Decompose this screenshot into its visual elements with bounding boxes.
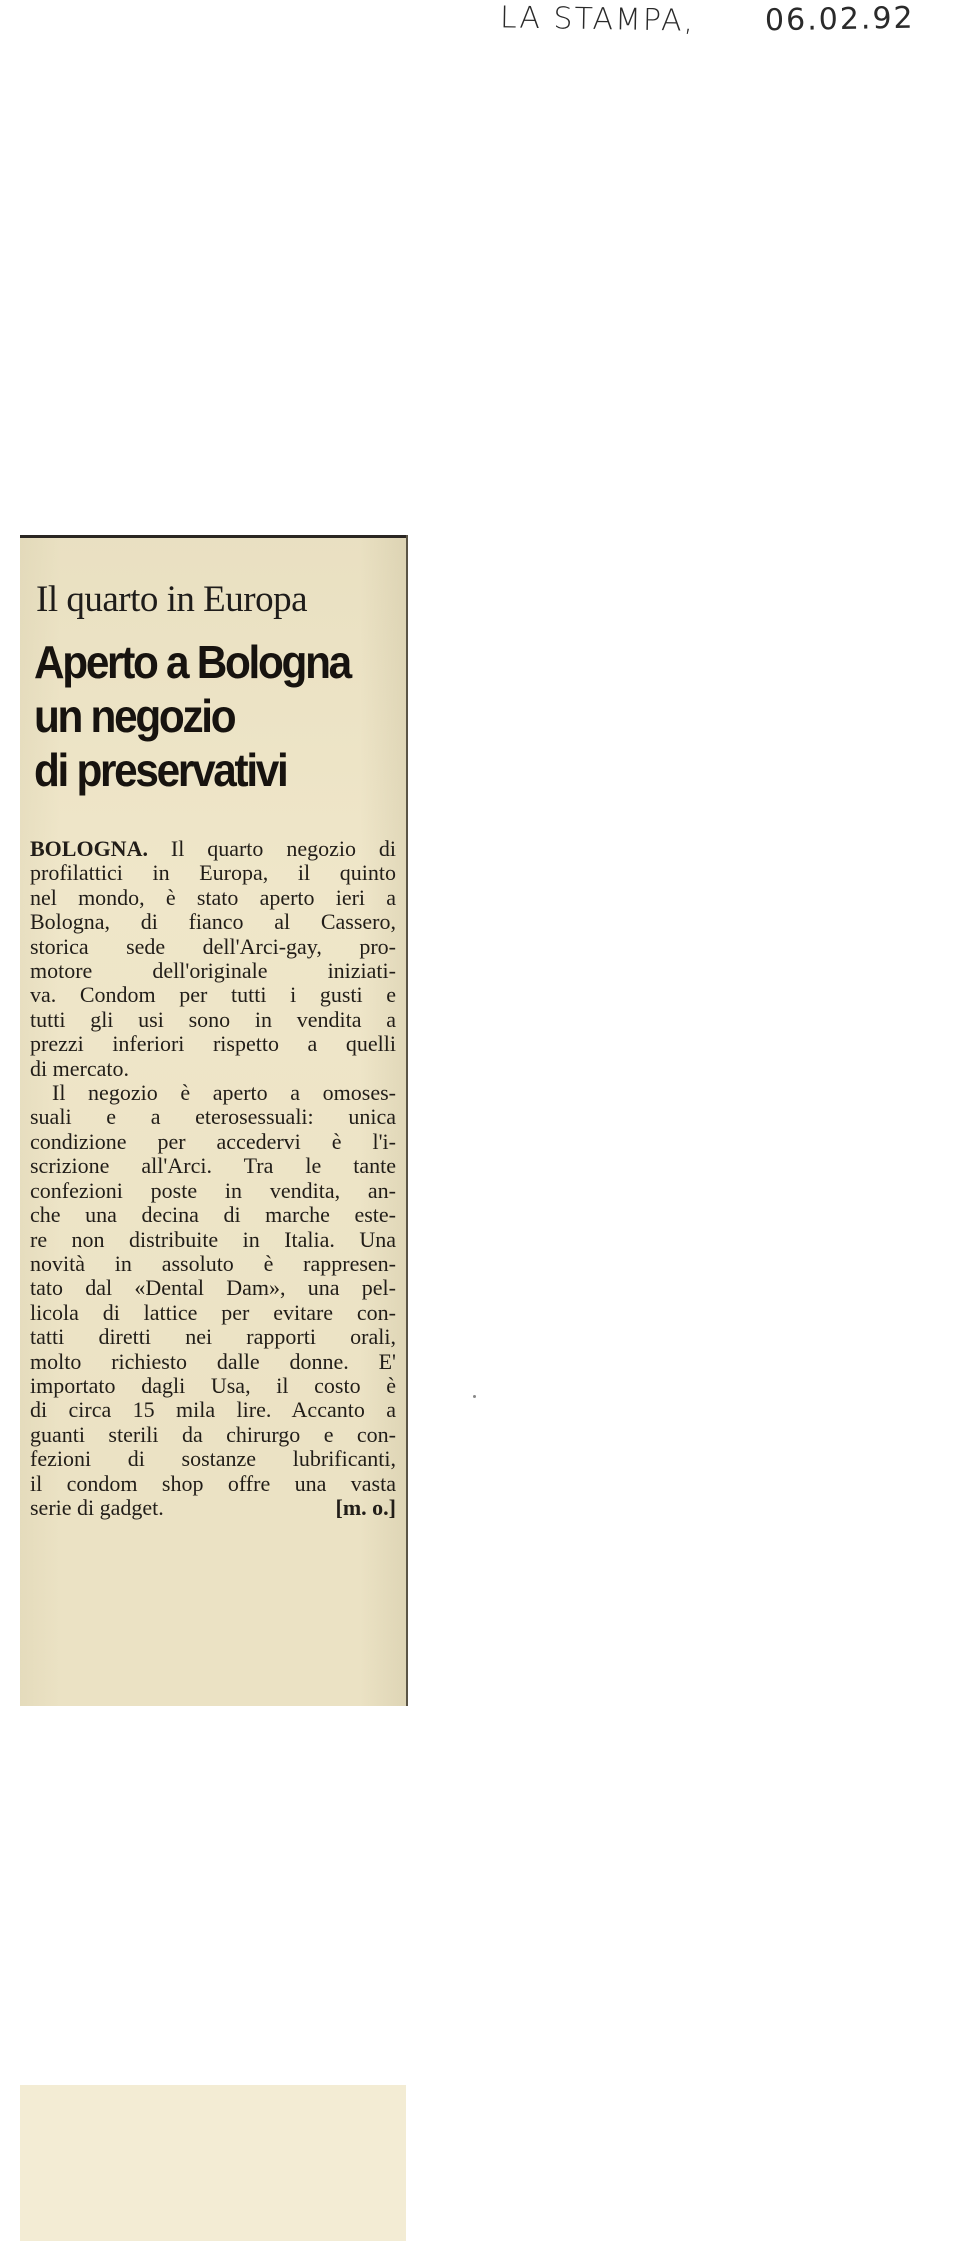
clipping-blank-strip [20, 2085, 406, 2241]
newspaper-clipping [20, 535, 408, 1706]
body-line: nel mondo, è stato aperto ieri a [30, 884, 396, 910]
body-line: di circa 15 mila lire. Accanto a [30, 1397, 396, 1423]
body-line: guanti sterili da chirurgo e con- [30, 1421, 396, 1447]
body-line: suali e a eterosessuali: unica [30, 1104, 396, 1130]
body-line [30, 837, 396, 861]
handwritten-annotation [500, 2, 960, 50]
clipping-top-rule [20, 535, 406, 538]
body-line: prezzi inferiori rispetto a quelli [30, 1031, 396, 1057]
body-line: novità in assoluto è rappresen- [30, 1250, 396, 1276]
body-line: Il negozio è aperto a omoses- [52, 1080, 396, 1106]
headline-line: Aperto a Bologna [34, 636, 350, 688]
body-line: profilattici in Europa, il quinto [30, 860, 396, 886]
body-line: tutti gli usi sono in vendita a [30, 1006, 396, 1032]
body-line: tato dal «Dental Dam», una pel- [30, 1275, 396, 1301]
body-line: di mercato. [30, 1055, 129, 1081]
body-line: va. Condom per tutti i gusti e [30, 982, 396, 1008]
body-line: tatti diretti nei rapporti orali, [30, 1324, 396, 1350]
body-line: storica sede dell'Arci-gay, pro- [30, 933, 396, 959]
body-line-text: serie di gadget. [30, 1495, 164, 1520]
handwritten-date: 06.02.92 [764, 0, 915, 39]
body-line: licola di lattice per evitare con- [30, 1299, 396, 1325]
headline-line: di preservativi [34, 744, 287, 796]
body-line: motore dell'originale iniziati- [30, 958, 396, 984]
body-line: il condom shop offre una vasta [30, 1470, 396, 1496]
body-line: Bologna, di fianco al Cassero, [30, 909, 396, 935]
body-line: molto richiesto dalle donne. E' [30, 1348, 396, 1374]
body-line: confezioni poste in vendita, an- [30, 1177, 396, 1203]
body-line: fezioni di sostanze lubrificanti, [30, 1446, 396, 1472]
article-dateline: BOLOGNA. [30, 836, 148, 861]
body-last-line [30, 1496, 396, 1520]
article-kicker: Il quarto in Europa [36, 579, 307, 620]
article-headline [34, 635, 374, 797]
article-byline: [m. o.] [335, 1495, 396, 1520]
body-line: re non distribuite in Italia. Una [30, 1226, 396, 1252]
article-body [30, 837, 396, 1520]
body-line: scrizione all'Arci. Tra le tante [30, 1153, 396, 1179]
headline-line: un negozio [34, 690, 235, 742]
body-line-text: Il quarto negozio di [147, 836, 396, 861]
handwritten-source: LA STAMPA, [499, 0, 696, 39]
body-line: importato dagli Usa, il costo è [30, 1372, 396, 1398]
scan-speck [473, 1395, 476, 1398]
body-line: condizione per accedervi è l'i- [30, 1128, 396, 1154]
body-line: che una decina di marche este- [30, 1202, 396, 1228]
